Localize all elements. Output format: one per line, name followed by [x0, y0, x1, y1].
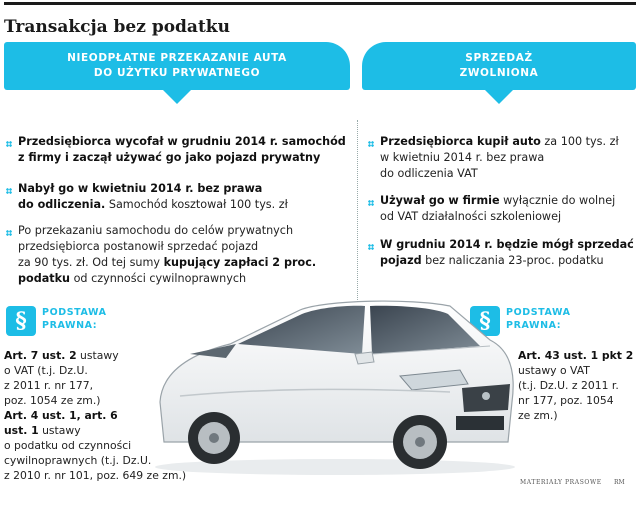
source-credit: MATERIAŁY PRASOWE: [520, 479, 602, 486]
bold-text: do odliczenia.: [18, 198, 106, 211]
text-segment: cywilnoprawnych (t.j. Dz.U.: [4, 454, 152, 467]
bold-text: Przedsiębiorca kupił auto: [380, 135, 541, 148]
text-line: [18, 255, 316, 271]
banner-right-line-1: SPRZEDAŻ: [465, 52, 533, 64]
title-bar: [4, 2, 636, 43]
banner-free-transfer: [4, 42, 350, 90]
text-line: [18, 223, 316, 239]
text-segment: Samochód kosztował 100 tys. zł: [105, 198, 288, 211]
bold-text: z firmy i zaczął używać go jako pojazd prywatny: [18, 151, 321, 164]
legal-basis-label-left: [42, 306, 107, 332]
text-segment: o podatku od czynności: [4, 439, 132, 452]
bold-text: pojazd: [380, 254, 422, 267]
text-line: [518, 408, 633, 423]
right-paragraph-3: [380, 237, 634, 269]
bold-text: podatku: [18, 272, 71, 285]
bullet-dots: [6, 188, 12, 194]
right-paragraph-2: [380, 193, 615, 225]
text-segment: z 2010 r. nr 101, poz. 649 ze zm.): [4, 469, 187, 482]
text-segment: poz. 1054 ze zm.): [4, 394, 101, 407]
bold-text: kupujący zapłaci 2 proc.: [163, 256, 317, 269]
bold-text: Art. 4 ust. 1, art. 6: [4, 409, 118, 422]
text-segment: (t.j. Dz.U. z 2011 r.: [518, 379, 619, 392]
bullet-dots: [6, 141, 12, 147]
left-paragraph-3: [18, 223, 316, 287]
bold-text: ust. 1: [4, 424, 39, 437]
car-illustration: [150, 292, 520, 477]
text-line: [18, 271, 316, 287]
text-line: [518, 348, 633, 363]
text-line: [380, 134, 619, 150]
text-segment: do odliczenia VAT: [380, 167, 478, 180]
banner-exempt-sale: [362, 42, 636, 90]
text-line: [18, 197, 288, 213]
text-segment: ze zm.): [518, 409, 558, 422]
banner-left-line-2: DO UŻYTKU PRYWATNEGO: [93, 67, 261, 79]
text-line: [380, 209, 615, 225]
text-segment: od czynności cywilnoprawnych: [70, 272, 247, 285]
text-line: [380, 253, 634, 269]
bullet-dots: [368, 244, 374, 250]
text-line: [18, 239, 316, 255]
text-segment: nr 177, poz. 1054: [518, 394, 614, 407]
paragraph-icon: §: [6, 306, 36, 336]
text-segment: z 2011 r. nr 177,: [4, 379, 94, 392]
bold-text: Art. 43 ust. 1 pkt 2: [518, 349, 634, 362]
page-title: Transakcja bez podatku: [4, 17, 230, 37]
banner-left-line-1: NIEODPŁATNE PRZEKAZANIE AUTA: [67, 52, 287, 64]
left-paragraph-1: [18, 134, 346, 166]
paragraph-icon: §: [470, 306, 500, 336]
legal-label-line-1: PODSTAWA: [42, 307, 107, 318]
text-segment: w kwietniu 2014 r. bez prawa: [380, 151, 545, 164]
text-segment: ustawy o VAT: [518, 364, 590, 377]
text-segment: za 90 tys. zł. Od tej sumy: [18, 256, 164, 269]
bold-text: W grudniu 2014 r. będzie mógł sprzedać: [380, 238, 634, 251]
text-segment: bez naliczania 23-proc. podatku: [421, 254, 604, 267]
text-line: [380, 193, 615, 209]
legal-label-line-1: PODSTAWA: [506, 307, 571, 318]
bullet-dots: [368, 200, 374, 206]
text-line: [518, 378, 633, 393]
text-segment: od VAT działalności szkoleniowej: [380, 210, 562, 223]
text-segment: ustawy: [76, 349, 119, 362]
text-segment: wyłącznie do wolnej: [499, 194, 616, 207]
bold-text: Nabył go w kwietniu 2014 r. bez prawa: [18, 182, 263, 195]
text-line: [18, 134, 346, 150]
right-paragraph-1: [380, 134, 619, 182]
bold-text: Używał go w firmie: [380, 194, 500, 207]
text-line: [380, 150, 619, 166]
text-line: [380, 166, 619, 182]
legal-label-line-2: PRAWNA:: [42, 320, 98, 331]
text-segment: przedsiębiorca postanowił sprzedać pojazd: [18, 240, 259, 253]
text-segment: o VAT (t.j. Dz.U.: [4, 364, 88, 377]
text-line: [18, 150, 346, 166]
text-segment: ustawy: [38, 424, 81, 437]
legal-basis-right: [518, 348, 633, 423]
text-segment: Po przekazaniu samochodu do celów prywatnych: [18, 224, 294, 237]
left-paragraph-2: [18, 181, 288, 213]
legal-label-line-2: PRAWNA:: [506, 320, 562, 331]
bold-text: Przedsiębiorca wycofał w grudniu 2014 r. samochód: [18, 135, 346, 148]
text-line: [380, 237, 634, 253]
text-line: [18, 181, 288, 197]
text-segment: za 100 tys. zł: [540, 135, 619, 148]
author-initials: RM: [614, 479, 625, 486]
bold-text: Art. 7 ust. 2: [4, 349, 77, 362]
text-line: [518, 393, 633, 408]
bullet-dots: [6, 230, 12, 236]
bullet-dots: [368, 141, 374, 147]
text-line: [518, 363, 633, 378]
banner-right-line-2: ZWOLNIONA: [459, 67, 539, 79]
